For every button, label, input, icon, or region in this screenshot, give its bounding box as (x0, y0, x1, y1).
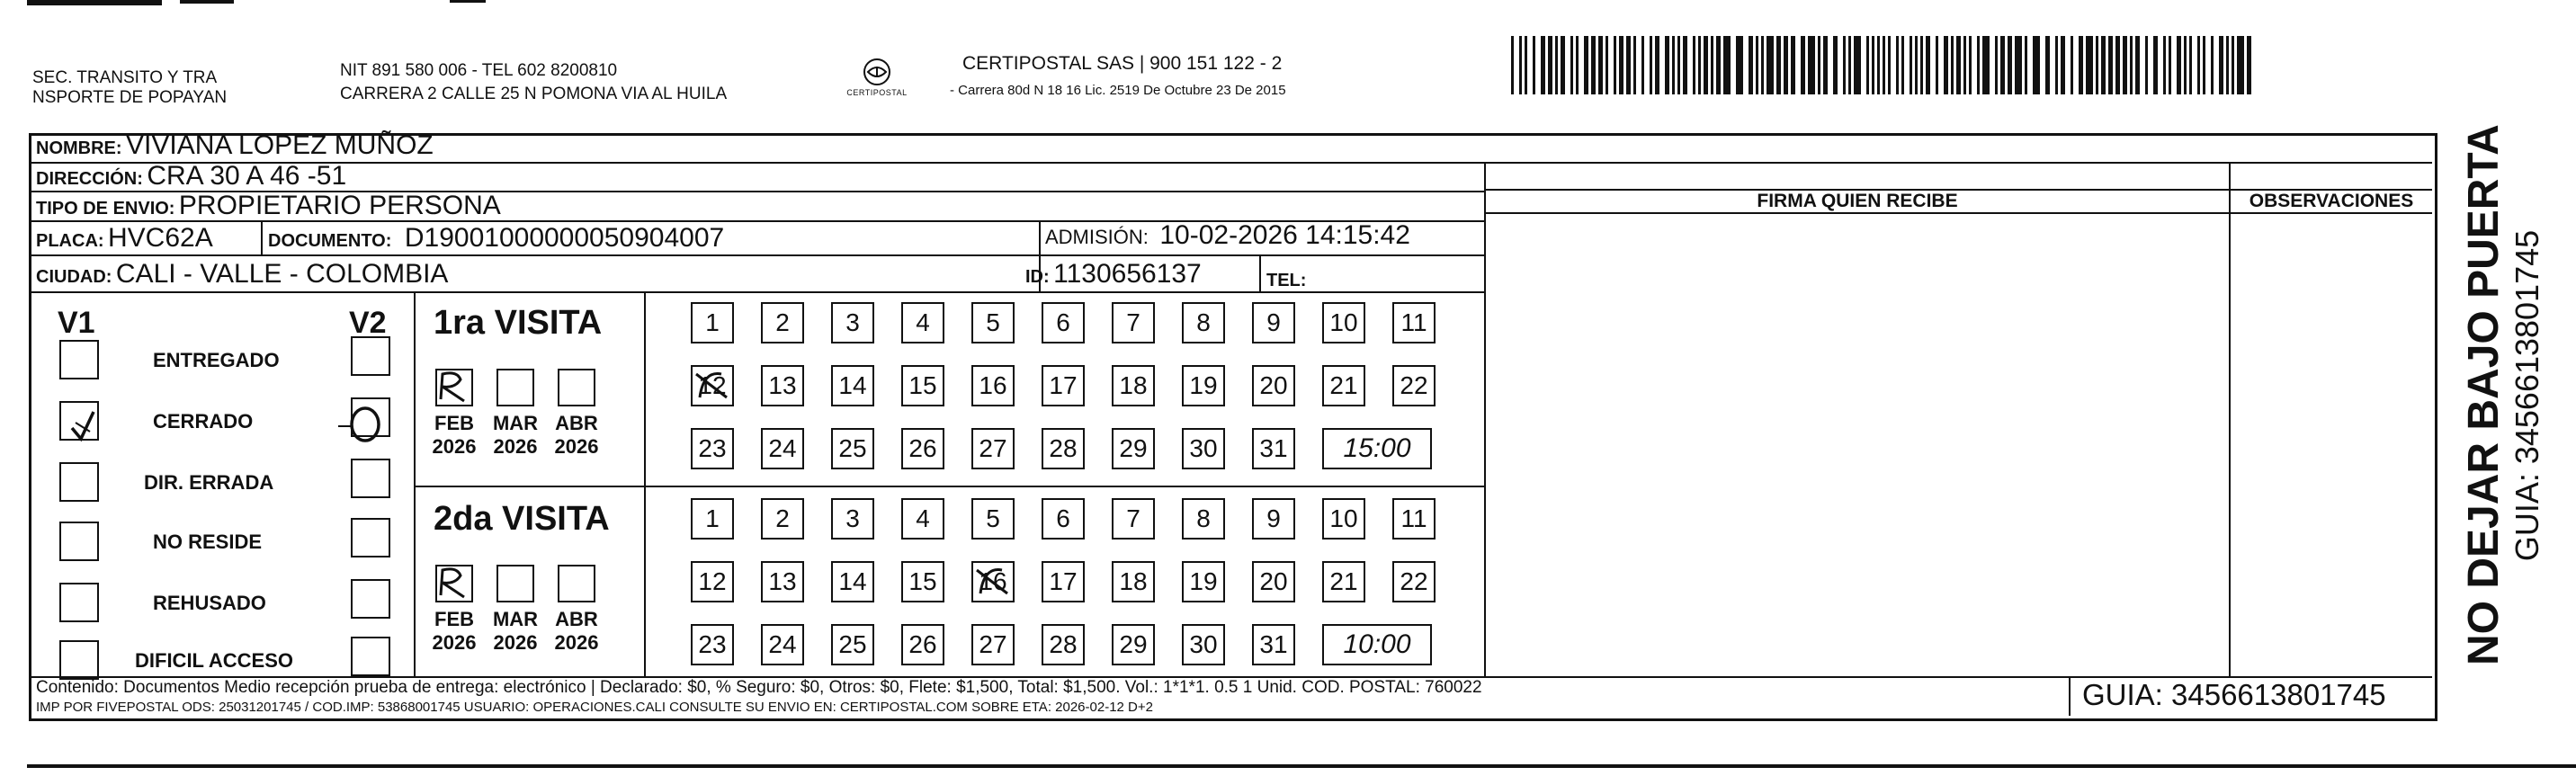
visit1-day-10[interactable]: 10 (1322, 498, 1365, 540)
visit0-day-14[interactable]: 14 (831, 365, 874, 406)
visit1-day-18[interactable]: 18 (1112, 561, 1155, 602)
visit1-day-19[interactable]: 19 (1182, 561, 1225, 602)
visit1-day-9[interactable]: 9 (1252, 498, 1295, 540)
visit0-day-26[interactable]: 26 (901, 428, 944, 469)
visit0-day-19[interactable]: 19 (1182, 365, 1225, 406)
v2-checkbox-3[interactable] (351, 518, 390, 557)
visit1-day-6[interactable]: 6 (1042, 498, 1085, 540)
tipo-envio-field: TIPO DE ENVIO: PROPIETARIO PERSONA (36, 191, 501, 220)
v2-checkbox-4[interactable] (351, 579, 390, 619)
visit0-day-2[interactable]: 2 (761, 302, 804, 343)
visit0-day-6[interactable]: 6 (1042, 302, 1085, 343)
side-text (2460, 126, 2559, 665)
ciudad-field: CIUDAD: CALI - VALLE - COLOMBIA (36, 259, 449, 289)
certipostal-logo (832, 56, 922, 103)
visit0-day-28[interactable]: 28 (1042, 428, 1085, 469)
visit0-day-22[interactable]: 22 (1392, 365, 1436, 406)
visit1-day-8[interactable]: 8 (1182, 498, 1225, 540)
month-name: ABR (555, 608, 598, 630)
visit1-day-1[interactable]: 1 (691, 498, 734, 540)
visit0-day-10[interactable]: 10 (1322, 302, 1365, 343)
courier-name: CERTIPOSTAL SAS | 900 151 122 - 2 (962, 53, 1283, 74)
month-name: ABR (555, 412, 598, 434)
visit1-day-4[interactable]: 4 (901, 498, 944, 540)
visit1-day-17[interactable]: 17 (1042, 561, 1085, 602)
v2-checkbox-2[interactable] (351, 459, 390, 498)
visit1-month-box-2[interactable] (558, 565, 595, 602)
tipo-envio-value: PROPIETARIO PERSONA (178, 191, 501, 220)
visit0-time[interactable]: 15:00 (1322, 428, 1432, 469)
v2-checkbox-5[interactable] (351, 637, 390, 676)
v1-checkbox-1[interactable] (59, 401, 99, 441)
direccion-value: CRA 30 A 46 -51 (147, 161, 347, 191)
visit1-day-22[interactable]: 22 (1392, 561, 1436, 602)
month-year: 2026 (554, 631, 599, 654)
visit0-day-30[interactable]: 30 (1182, 428, 1225, 469)
documento-field: DOCUMENTO: D19001000000050904007 (268, 223, 725, 253)
visit1-day-15[interactable]: 15 (901, 561, 944, 602)
visit1-month-label-0 (427, 608, 481, 655)
visit0-day-12[interactable]: 12 (691, 365, 734, 406)
nombre-value: VIVIANA LOPEZ MUÑOZ (126, 130, 434, 160)
month-name: FEB (434, 608, 474, 630)
visit1-day-26[interactable]: 26 (901, 624, 944, 665)
visit0-day-15[interactable]: 15 (901, 365, 944, 406)
visit0-day-25[interactable]: 25 (831, 428, 874, 469)
visit-title-0: 1ra VISITA (434, 304, 603, 342)
visit0-day-1[interactable]: 1 (691, 302, 734, 343)
visit0-day-20[interactable]: 20 (1252, 365, 1295, 406)
visit0-day-24[interactable]: 24 (761, 428, 804, 469)
visit0-day-7[interactable]: 7 (1112, 302, 1155, 343)
tel-field: TEL: (1266, 271, 1307, 290)
visit1-day-3[interactable]: 3 (831, 498, 874, 540)
visit0-day-23[interactable]: 23 (691, 428, 734, 469)
visit0-day-5[interactable]: 5 (971, 302, 1015, 343)
courier-address: - Carrera 80d N 18 16 Lic. 2519 De Octubre 23 De 2015 (950, 83, 1286, 98)
sender-line2: NSPORTE DE POPAYAN (32, 88, 228, 107)
v2-header: V2 (349, 306, 387, 340)
visit1-day-24[interactable]: 24 (761, 624, 804, 665)
status-label-0: ENTREGADO (153, 349, 280, 371)
v1-checkbox-0[interactable] (59, 340, 99, 379)
visit1-month-label-1 (488, 608, 542, 655)
visit1-day-14[interactable]: 14 (831, 561, 874, 602)
side-guia: GUIA: 3456613801745 (2509, 229, 2545, 562)
month-name: MAR (492, 412, 539, 434)
v1-checkbox-2[interactable] (59, 462, 99, 502)
visit0-day-3[interactable]: 3 (831, 302, 874, 343)
visit1-day-12[interactable]: 12 (691, 561, 734, 602)
observaciones-header: OBSERVACIONES (2249, 191, 2414, 211)
status-label-4: REHUSADO (153, 592, 266, 614)
visit0-month-label-2 (550, 412, 604, 459)
admision-value: 10-02-2026 14:15:42 (1159, 220, 1410, 250)
visit1-day-30[interactable]: 30 (1182, 624, 1225, 665)
visit1-day-31[interactable]: 31 (1252, 624, 1295, 665)
status-label-5: DIFICIL ACCESO (135, 649, 294, 672)
month-name: FEB (434, 412, 474, 434)
guia-box: GUIA: 3456613801745 (2082, 678, 2386, 711)
visit1-day-21[interactable]: 21 (1322, 561, 1365, 602)
visit0-day-4[interactable]: 4 (901, 302, 944, 343)
visit1-day-7[interactable]: 7 (1112, 498, 1155, 540)
admision-field: ADMISIÓN: 10-02-2026 14:15:42 (1045, 220, 1410, 250)
visit1-day-2[interactable]: 2 (761, 498, 804, 540)
visit0-day-18[interactable]: 18 (1112, 365, 1155, 406)
month-name: MAR (492, 608, 539, 630)
visit0-day-31[interactable]: 31 (1252, 428, 1295, 469)
status-label-2: DIR. ERRADA (144, 471, 274, 494)
visit1-month-box-0[interactable] (435, 565, 473, 602)
status-label-3: NO RESIDE (153, 531, 263, 553)
visit0-day-9[interactable]: 9 (1252, 302, 1295, 343)
contenido-line: Contenido: Documentos Medio recepción prueba de entrega: electrónico | Declarado: $0, % Seguro: $0, Otros: $0, Flete: $1,500, Total: $1,500. Vol.: 1*1*1. 0.5 1 Unid. COD. POSTAL: 760022 (36, 678, 1482, 697)
visit0-day-11[interactable]: 11 (1392, 302, 1436, 343)
visit0-day-8[interactable]: 8 (1182, 302, 1225, 343)
visit1-month-label-2 (550, 608, 604, 655)
status-label-1: CERRADO (153, 410, 254, 433)
visit0-month-label-1 (488, 412, 542, 459)
id-value: 1130656137 (1053, 259, 1202, 289)
visit-title-1: 2da VISITA (434, 500, 610, 538)
ciudad-value: CALI - VALLE - COLOMBIA (115, 259, 449, 289)
visit1-day-20[interactable]: 20 (1252, 561, 1295, 602)
sender-line1: SEC. TRANSITO Y TRA (32, 68, 218, 87)
firma-header: FIRMA QUIEN RECIBE (1757, 191, 1958, 211)
visit1-day-27[interactable]: 27 (971, 624, 1015, 665)
visit1-day-13[interactable]: 13 (761, 561, 804, 602)
imp-line: IMP POR FIVEPOSTAL ODS: 25031201745 / COD.IMP: 53868001745 USUARIO: OPERACIONES.CALI CONSULTE SU ENVIO EN: CERTIPOSTAL.COM SOBRE ETA: 2026-02-12 D+2 (36, 700, 1153, 715)
visit1-time[interactable]: 10:00 (1322, 624, 1432, 665)
id-field: ID: 1130656137 (1025, 259, 1202, 289)
v2-checkbox-1[interactable] (351, 397, 390, 437)
month-year: 2026 (554, 435, 599, 458)
visit0-month-box-2[interactable] (558, 369, 595, 406)
v1-checkbox-3[interactable] (59, 522, 99, 561)
visit0-day-13[interactable]: 13 (761, 365, 804, 406)
visit0-day-27[interactable]: 27 (971, 428, 1015, 469)
visit0-day-29[interactable]: 29 (1112, 428, 1155, 469)
placa-value: HVC62A (108, 223, 213, 253)
v1-header: V1 (58, 306, 95, 340)
visit0-day-16[interactable]: 16 (971, 365, 1015, 406)
direccion-field: DIRECCIÓN: CRA 30 A 46 -51 (36, 161, 347, 191)
month-year: 2026 (493, 631, 538, 654)
bottom-cut-line (27, 764, 2576, 768)
visit0-day-21[interactable]: 21 (1322, 365, 1365, 406)
v1-checkbox-5[interactable] (59, 640, 99, 680)
v2-checkbox-0[interactable] (351, 336, 390, 376)
month-year: 2026 (432, 631, 477, 654)
visit1-day-5[interactable]: 5 (971, 498, 1015, 540)
visit1-day-25[interactable]: 25 (831, 624, 874, 665)
month-year: 2026 (493, 435, 538, 458)
nit-tel: NIT 891 580 006 - TEL 602 8200810 (340, 61, 618, 80)
month-year: 2026 (432, 435, 477, 458)
logo-caption: CERTIPOSTAL (846, 88, 908, 97)
documento-value: D19001000000050904007 (404, 223, 725, 253)
barcode (1511, 36, 2258, 94)
sender-address: CARRERA 2 CALLE 25 N POMONA VIA AL HUILA (340, 85, 728, 103)
visit0-month-box-0[interactable] (435, 369, 473, 406)
visit1-day-11[interactable]: 11 (1392, 498, 1436, 540)
nombre-field: NOMBRE: VIVIANA LOPEZ MUÑOZ (36, 130, 434, 160)
visit1-day-16[interactable]: 16 (971, 561, 1015, 602)
visit1-day-28[interactable]: 28 (1042, 624, 1085, 665)
visit0-day-17[interactable]: 17 (1042, 365, 1085, 406)
visit0-month-box-1[interactable] (496, 369, 534, 406)
placa-field: PLACA: HVC62A (36, 223, 213, 253)
visit1-day-29[interactable]: 29 (1112, 624, 1155, 665)
visit1-month-box-1[interactable] (496, 565, 534, 602)
visit1-day-23[interactable]: 23 (691, 624, 734, 665)
side-warning: NO DEJAR BAJO PUERTA (2460, 124, 2508, 665)
top-cut-line (27, 0, 2437, 9)
v1-checkbox-4[interactable] (59, 583, 99, 622)
visit0-month-label-0 (427, 412, 481, 459)
